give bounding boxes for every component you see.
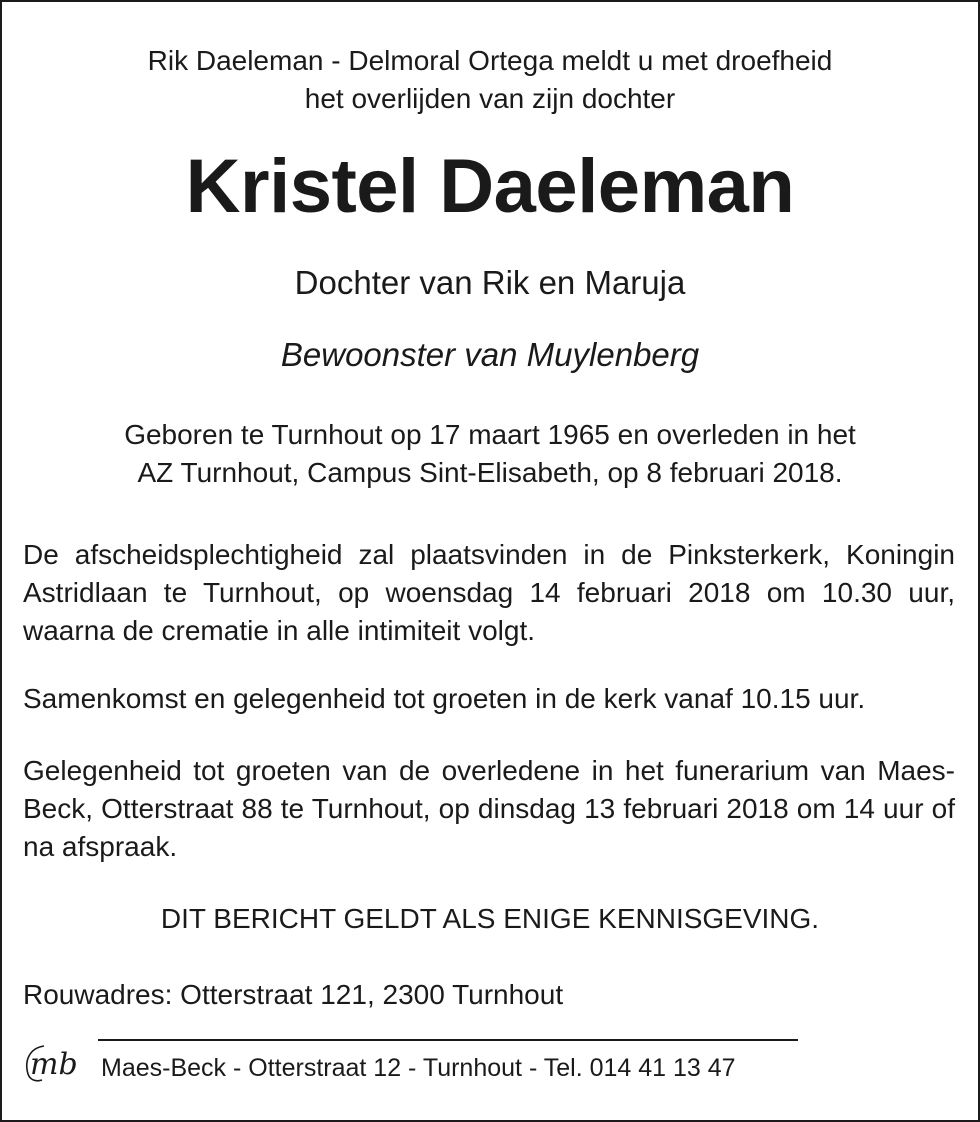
- birth-death-text: [2, 416, 978, 492]
- deceased-name: Kristel Daeleman: [185, 144, 795, 229]
- farewell-paragraph: De afscheidsplechtigheid zal plaatsvinden in de Pinksterkerk, Koningin Astridlaan te Turnhout, op woensdag 14 februari 2018 om 10.30 uur, waarna de crematie in alle intimiteit volgt.: [23, 539, 955, 646]
- intro-text: [2, 42, 978, 118]
- intro-line-2: het overlijden van zijn dochter: [304, 83, 676, 114]
- birth-death-line-2: AZ Turnhout, Campus Sint-Elisabeth, op 8 februari 2018.: [137, 457, 843, 488]
- footer-divider: [98, 1039, 798, 1041]
- funeral-home-contact: Maes-Beck - Otterstraat 12 - Turnhout - Tel. 014 41 13 47: [101, 1054, 736, 1082]
- gathering-paragraph: Samenkomst en gelegenheid tot groeten in de kerk vanaf 10.15 uur.: [23, 683, 866, 714]
- logo-lettering: mb: [30, 1047, 78, 1082]
- resident-line: Bewoonster van Muylenberg: [280, 336, 700, 373]
- parents-line: Dochter van Rik en Maruja: [294, 264, 686, 301]
- viewing-paragraph: Gelegenheid tot groeten van de overledene in het funerarium van Maes-Beck, Otterstraat 88 te Turnhout, op dinsdag 13 februari 2018 om 14 uur of na afspraak.: [23, 755, 955, 862]
- birth-death-line-1: Geboren te Turnhout op 17 maart 1965 en overleden in het: [124, 419, 856, 450]
- mourning-address: Rouwadres: Otterstraat 121, 2300 Turnhout: [23, 979, 564, 1010]
- notice-text: DIT BERICHT GELDT ALS ENIGE KENNISGEVING.: [160, 903, 820, 934]
- intro-line-1: Rik Daeleman - Delmoral Ortega meldt u met droefheid: [147, 45, 833, 76]
- funeral-home-logo: [22, 1040, 86, 1084]
